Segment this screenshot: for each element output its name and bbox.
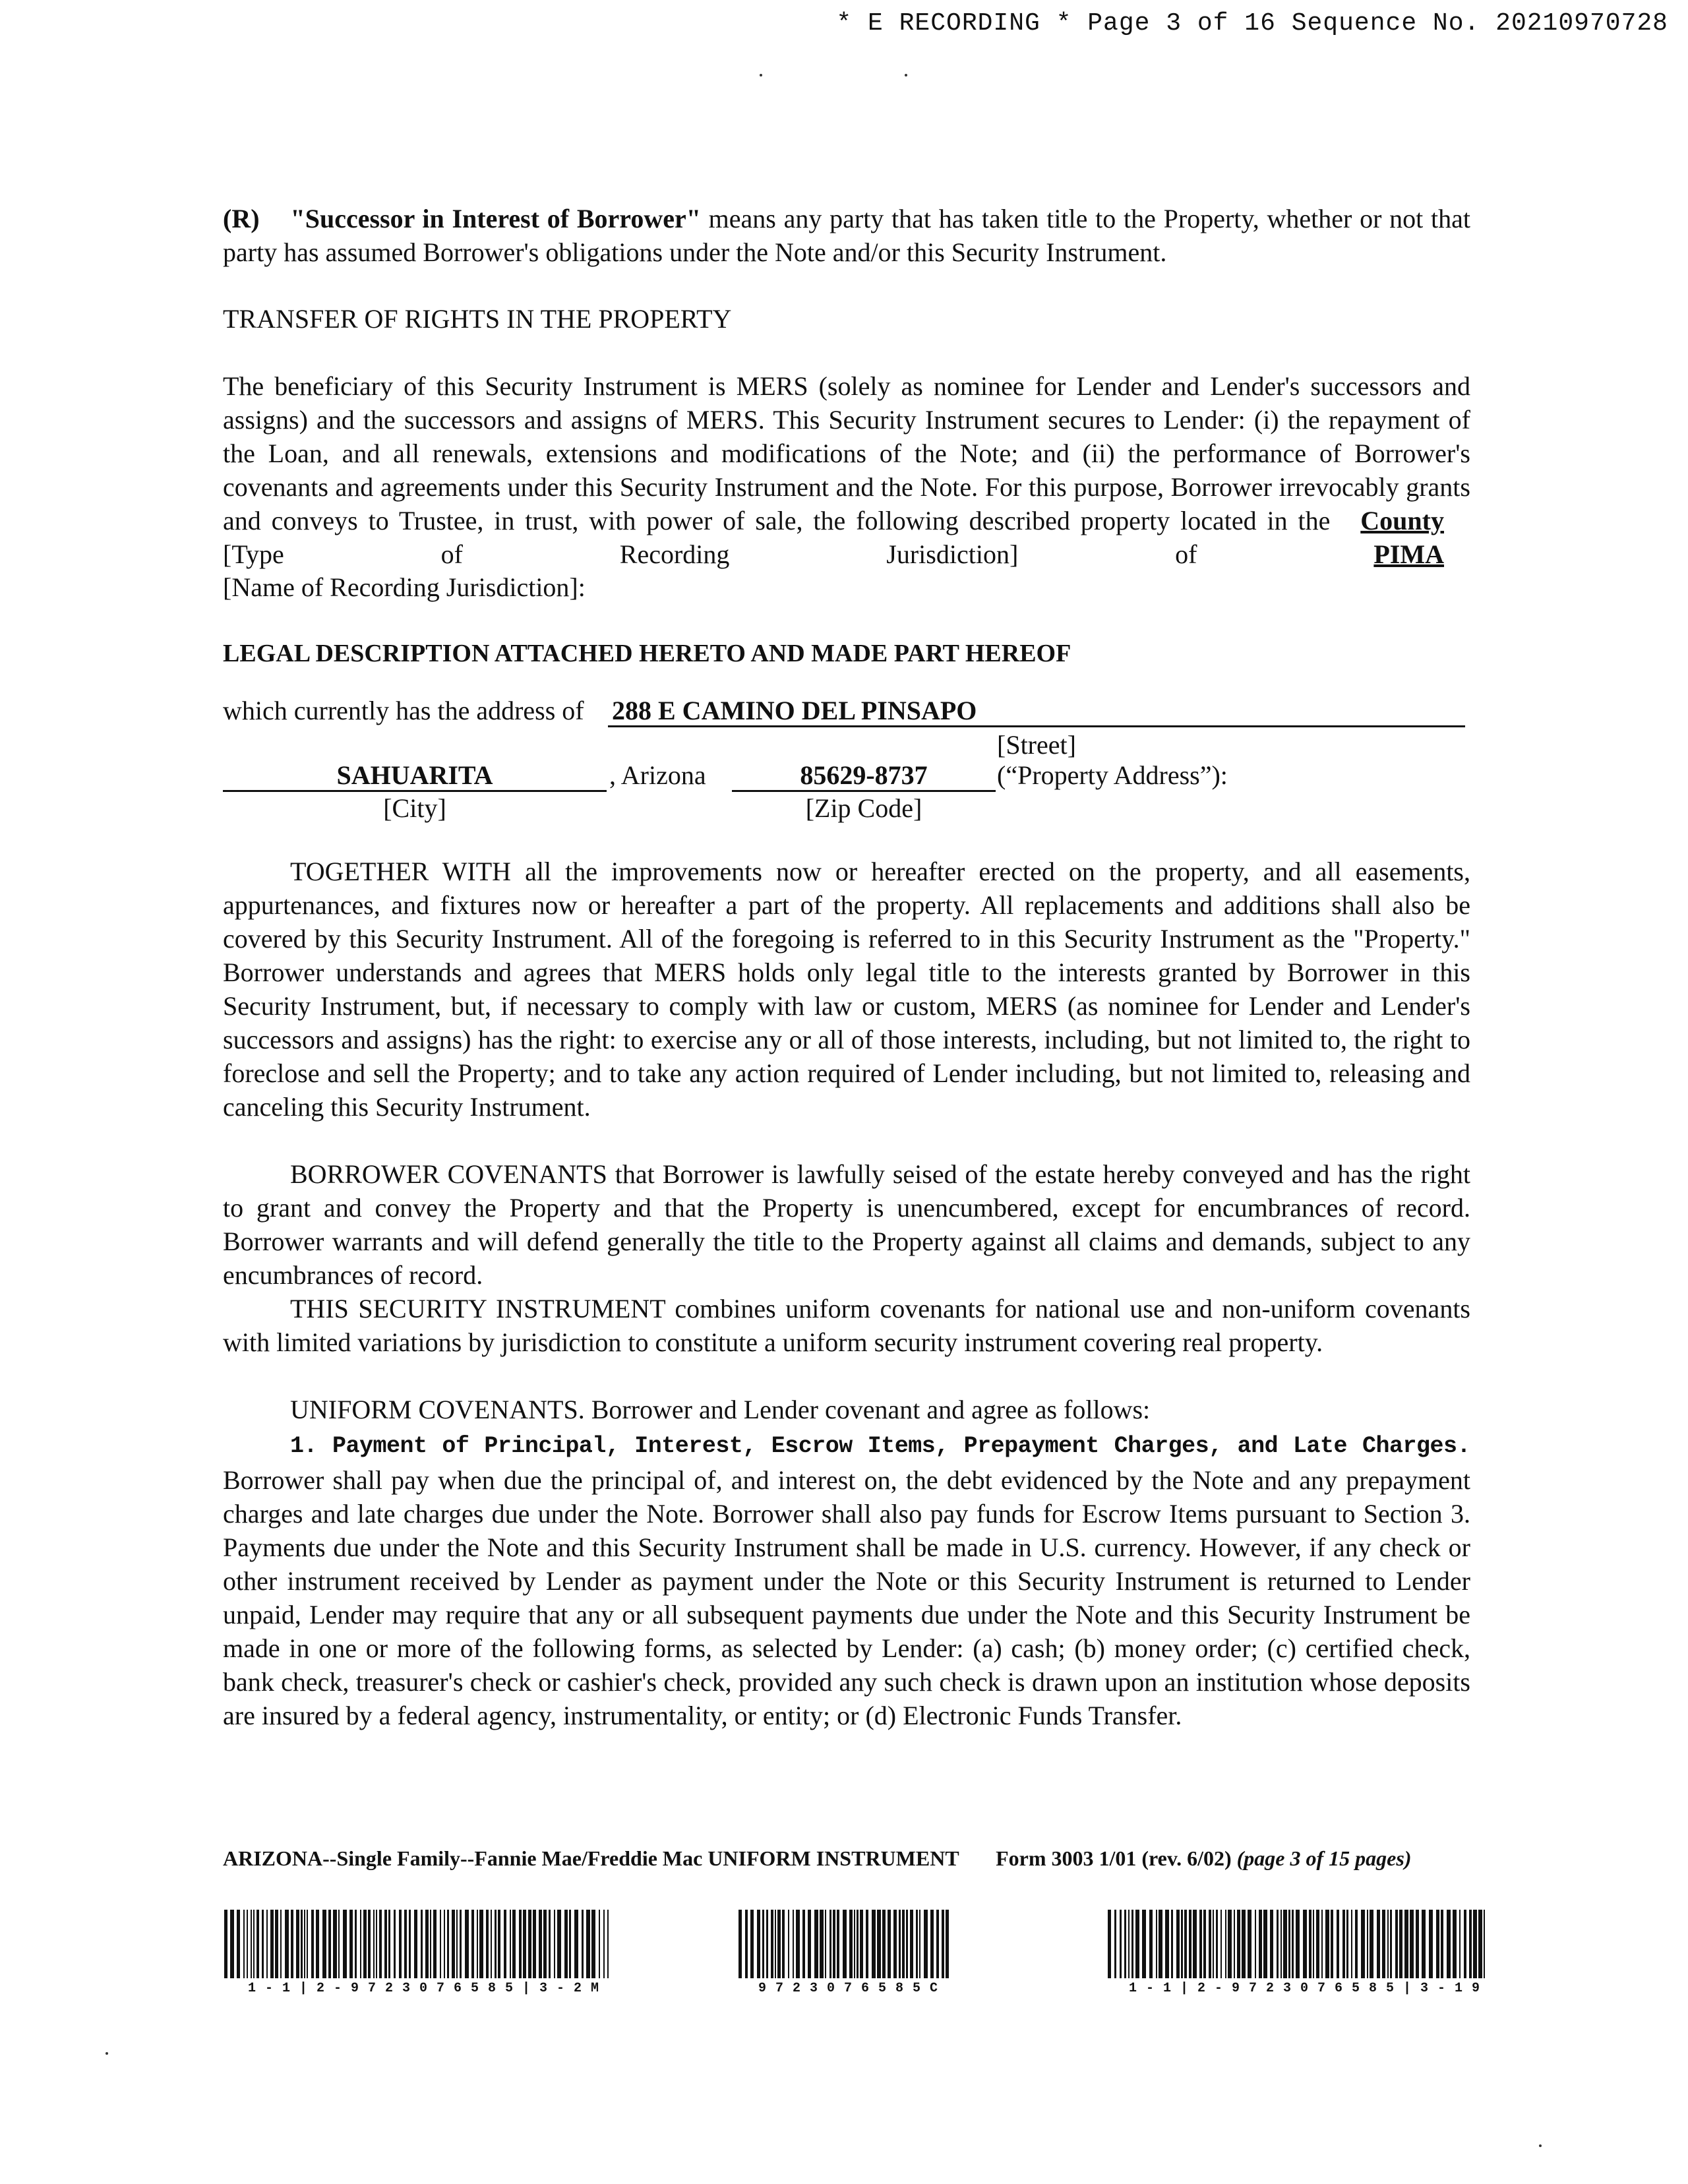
footer-page-count: (page 3 of 15 pages) bbox=[1236, 1846, 1412, 1870]
transfer-heading: TRANSFER OF RIGHTS IN THE PROPERTY bbox=[223, 304, 732, 334]
barcode-bar bbox=[1189, 1910, 1191, 1978]
zip-label: [Zip Code] bbox=[805, 793, 922, 823]
barcode-bar bbox=[1237, 1910, 1240, 1978]
barcode-bar bbox=[793, 1910, 794, 1978]
barcode-2-caption: 9723076585C bbox=[758, 1981, 948, 1996]
barcode-bar bbox=[296, 1910, 299, 1978]
barcode-bar bbox=[394, 1910, 396, 1978]
barcode-1 bbox=[223, 1910, 613, 1978]
barcode-bar bbox=[802, 1910, 805, 1978]
barcode-bar bbox=[528, 1910, 531, 1978]
barcode-bar bbox=[465, 1910, 469, 1978]
barcode-bar bbox=[843, 1910, 847, 1978]
barcode-bar bbox=[491, 1910, 492, 1978]
barcode-bar bbox=[557, 1910, 561, 1978]
barcode-bar bbox=[757, 1910, 760, 1978]
barcode-bar bbox=[440, 1910, 441, 1978]
barcode-bar bbox=[788, 1910, 789, 1978]
barcode-bar bbox=[808, 1910, 811, 1978]
barcode-bar bbox=[328, 1910, 331, 1978]
barcode-bar bbox=[1395, 1910, 1398, 1978]
barcode-bar bbox=[1277, 1910, 1279, 1978]
barcode-bar bbox=[833, 1910, 835, 1978]
barcode-bar bbox=[1156, 1910, 1157, 1978]
barcode-bar bbox=[1453, 1910, 1457, 1978]
barcode-bar bbox=[1209, 1910, 1211, 1978]
barcode-3 bbox=[1106, 1910, 1489, 1978]
barcode-bar bbox=[430, 1910, 431, 1978]
barcode-bar bbox=[1176, 1910, 1180, 1978]
jurisdiction-name: PIMA bbox=[1373, 539, 1445, 569]
definition-letter: (R) bbox=[223, 204, 260, 233]
together-with-paragraph: TOGETHER WITH all the improvements now or hereafter erected on the property, and all easements, appurtenances, and fixtures now or hereafter a part of the property. All replacements and additions shall also be covered by this Security Instrument. All of the foregoing is referred to in this Security Instrument as the "Property." Borrower understands and agrees that MERS holds only legal title to the interests granted by Borrower in this Security Instrument, but, if necessary to comply with law or custom, MERS (as nominee for Lender and Lender's successors and assigns) has the right: to exercise any or all of those interests, including, but not limited to, the right to foreclose and sell the Property; and to take any action required of Lender including, but not limited to, releasing and canceling this Security Instrument. bbox=[223, 857, 1470, 1122]
covenant-1-text: Borrower shall pay when due the principal of, and interest on, the debt evidenced by the Note and any prepayment charges and late charges due under the Note. Borrower shall also pay funds for Escrow Items pursuant to Section 3. Payments due under the Note and this Security Instrument shall be made in U.S. currency. However, if any check or other instrument received by Lender as payment under the Note or this Security Instrument is returned to Lender unpaid, Lender may require that any or all subsequent payments due under the Note and this Security Instrument be made in one or more of the following forms, as selected by Lender: (a) cash; (b) money order; (c) certified check, bank check, treasurer's check or cashier's check, provided any such check is drawn upon an institution whose deposits are insured by a federal agency, instrumentality, or entity; or (d) Electronic Funds Transfer. bbox=[223, 1465, 1470, 1730]
barcode-bar bbox=[1225, 1910, 1226, 1978]
barcode-bar bbox=[404, 1910, 407, 1978]
barcode-bar bbox=[1351, 1910, 1352, 1978]
covenant-1-heading: 1. Payment of Principal, Interest, Escrow Items, Prepayment Charges, and Late Charges. bbox=[290, 1433, 1470, 1459]
barcode-bar bbox=[1193, 1910, 1197, 1978]
barcode-bar bbox=[479, 1910, 483, 1978]
barcode-bar bbox=[1165, 1910, 1169, 1978]
barcode-bar bbox=[738, 1910, 742, 1978]
barcode-bar bbox=[1124, 1910, 1126, 1978]
barcode-bar bbox=[1441, 1910, 1443, 1978]
barcode-bar bbox=[224, 1910, 227, 1978]
jurisdiction-type-label: [Type of Recording Jurisdiction] of bbox=[223, 539, 1197, 569]
barcode-bar bbox=[1228, 1910, 1232, 1978]
barcode-bar bbox=[1288, 1910, 1290, 1978]
barcode-bar bbox=[230, 1910, 234, 1978]
barcode-bar bbox=[253, 1910, 255, 1978]
scan-speck bbox=[106, 2052, 108, 2055]
barcode-bar bbox=[333, 1910, 337, 1978]
barcode-bar bbox=[1346, 1910, 1348, 1978]
barcode-bar bbox=[745, 1910, 748, 1978]
barcode-bar bbox=[893, 1910, 897, 1978]
barcode-bar bbox=[782, 1910, 785, 1978]
barcode-bar bbox=[456, 1910, 458, 1978]
barcode-bar bbox=[460, 1910, 462, 1978]
barcode-bar bbox=[384, 1910, 387, 1978]
barcode-bar bbox=[1325, 1910, 1329, 1978]
barcode-bar bbox=[936, 1910, 939, 1978]
barcode-bar bbox=[1248, 1910, 1251, 1978]
barcode-bar bbox=[825, 1910, 826, 1978]
barcode-bar bbox=[930, 1910, 934, 1978]
barcode-bar bbox=[322, 1910, 326, 1978]
barcode-bar bbox=[533, 1910, 536, 1978]
barcode-bar bbox=[1242, 1910, 1246, 1978]
barcode-bar bbox=[1370, 1910, 1373, 1978]
barcode-bar bbox=[444, 1910, 445, 1978]
barcode-1-caption: 1-1|2-9723076585|3-2M bbox=[248, 1981, 609, 1996]
barcode-bar bbox=[854, 1910, 855, 1978]
barcode-bar bbox=[607, 1910, 609, 1978]
security-instrument-paragraph: THIS SECURITY INSTRUMENT combines uniform covenants for national use and non-uniform covenants with limited variations by jurisdiction to constitute a uniform security instrument covering real property. bbox=[223, 1294, 1470, 1357]
barcode-bar bbox=[291, 1910, 293, 1978]
form-footer bbox=[223, 1846, 1509, 1871]
barcode-bar bbox=[872, 1910, 876, 1978]
barcode-bar bbox=[1436, 1910, 1439, 1978]
barcode-bar bbox=[1473, 1910, 1477, 1978]
covenant-1-paragraph bbox=[223, 1426, 1470, 1732]
barcode-bar bbox=[266, 1910, 268, 1978]
barcode-bar bbox=[471, 1910, 474, 1978]
barcode-bar bbox=[1416, 1910, 1419, 1978]
barcode-bar bbox=[899, 1910, 901, 1978]
barcode-bar bbox=[946, 1910, 949, 1978]
barcode-bar bbox=[510, 1910, 511, 1978]
barcode-bar bbox=[888, 1910, 891, 1978]
barcode-bar bbox=[355, 1910, 357, 1978]
scan-speck bbox=[760, 74, 762, 76]
barcode-bar bbox=[906, 1910, 908, 1978]
barcode-bar bbox=[1259, 1910, 1262, 1978]
barcode-bar bbox=[1342, 1910, 1345, 1978]
city-label: [City] bbox=[383, 793, 446, 823]
barcode-bar bbox=[1199, 1910, 1202, 1978]
barcode-bar bbox=[388, 1910, 390, 1978]
barcode-bar bbox=[820, 1910, 824, 1978]
barcode-bar bbox=[275, 1910, 278, 1978]
barcode-bar bbox=[262, 1910, 264, 1978]
recording-header: * E RECORDING * Page 3 of 16 Sequence No. 20210970728 bbox=[836, 9, 1668, 38]
barcode-bar bbox=[554, 1910, 555, 1978]
barcode-bar bbox=[363, 1910, 367, 1978]
barcode-bar bbox=[1422, 1910, 1426, 1978]
barcode-bar bbox=[1478, 1910, 1482, 1978]
barcode-bar bbox=[1399, 1910, 1402, 1978]
barcode-bar bbox=[270, 1910, 274, 1978]
barcode-bar bbox=[447, 1910, 449, 1978]
barcode-bar bbox=[1131, 1910, 1133, 1978]
scan-speck bbox=[905, 74, 907, 76]
barcode-bar bbox=[368, 1910, 371, 1978]
barcode-bar bbox=[796, 1910, 800, 1978]
barcode-bar bbox=[1387, 1910, 1389, 1978]
barcode-bar bbox=[1429, 1910, 1433, 1978]
barcode-bar bbox=[766, 1910, 768, 1978]
property-address-label: (“Property Address”): bbox=[997, 760, 1228, 790]
barcode-bar bbox=[1361, 1910, 1365, 1978]
barcode-bar bbox=[1114, 1910, 1116, 1978]
barcode-bar bbox=[1213, 1910, 1214, 1978]
barcode-bar bbox=[1316, 1910, 1319, 1978]
barcode-bar bbox=[343, 1910, 347, 1978]
barcode-bar bbox=[1149, 1910, 1153, 1978]
barcode-bar bbox=[316, 1910, 319, 1978]
barcode-bar bbox=[409, 1910, 411, 1978]
barcode-bar bbox=[574, 1910, 578, 1978]
barcode-bar bbox=[1296, 1910, 1300, 1978]
barcode-bar bbox=[243, 1910, 245, 1978]
barcode-bar bbox=[379, 1910, 382, 1978]
barcode-bar bbox=[877, 1910, 881, 1978]
barcode-bar bbox=[1270, 1910, 1273, 1978]
barcode-bar bbox=[1263, 1910, 1267, 1978]
barcode-bar bbox=[762, 1910, 764, 1978]
barcode-bar bbox=[338, 1910, 340, 1978]
uniform-covenants-line: UNIFORM COVENANTS. Borrower and Lender covenant and agree as follows: bbox=[290, 1395, 1151, 1424]
barcode-bar bbox=[1234, 1910, 1235, 1978]
barcode-bar bbox=[1382, 1910, 1385, 1978]
zip-value: 85629-8737 bbox=[800, 760, 928, 790]
barcode-bar bbox=[549, 1910, 551, 1978]
barcode-bar bbox=[1404, 1910, 1408, 1978]
barcode-bar bbox=[1108, 1910, 1111, 1978]
jurisdiction-type: County bbox=[1360, 506, 1444, 535]
barcode-bar bbox=[247, 1910, 248, 1978]
barcode-bar bbox=[882, 1910, 886, 1978]
barcode-bar bbox=[311, 1910, 314, 1978]
barcode-2 bbox=[737, 1910, 955, 1978]
barcode-bar bbox=[1309, 1910, 1311, 1978]
barcode-bar bbox=[498, 1910, 500, 1978]
footer-form-number: Form 3003 1/01 (rev. 6/02) bbox=[996, 1846, 1232, 1870]
barcode-bar bbox=[1216, 1910, 1218, 1978]
barcode-bar bbox=[251, 1910, 252, 1978]
barcode-bar bbox=[477, 1910, 478, 1978]
barcode-bar bbox=[902, 1910, 905, 1978]
address-lead: which currently has the address of bbox=[223, 696, 584, 725]
barcode-bar bbox=[582, 1910, 584, 1978]
barcode-bar bbox=[750, 1910, 754, 1978]
barcode-bar bbox=[829, 1910, 831, 1978]
street-label: [Street] bbox=[997, 730, 1076, 760]
barcode-bar bbox=[1221, 1910, 1222, 1978]
barcode-bar bbox=[1281, 1910, 1282, 1978]
barcode-bar bbox=[486, 1910, 489, 1978]
barcode-bar bbox=[304, 1910, 305, 1978]
barcode-bar bbox=[1355, 1910, 1358, 1978]
barcode-bar bbox=[285, 1910, 289, 1978]
barcode-bar bbox=[1128, 1910, 1130, 1978]
barcode-bar bbox=[1313, 1910, 1314, 1978]
barcode-bar bbox=[1159, 1910, 1162, 1978]
barcode-bar bbox=[775, 1910, 776, 1978]
barcode-bar bbox=[1184, 1910, 1187, 1978]
barcode-bar bbox=[814, 1910, 818, 1978]
barcode-bar bbox=[1337, 1910, 1339, 1978]
barcode-bar bbox=[543, 1910, 547, 1978]
barcode-bar bbox=[360, 1910, 361, 1978]
barcode-bar bbox=[1255, 1910, 1256, 1978]
barcode-bar bbox=[1469, 1910, 1472, 1978]
borrower-covenants-paragraph: BORROWER COVENANTS that Borrower is lawfully seised of the estate hereby conveyed and has the right to grant and convey the Property and that the Property is unencumbered, except for encumbrances of record. Borrower warrants and will defend generally the title to the Property against all claims and demands, subject to any encumbrances of record. bbox=[223, 1159, 1470, 1290]
barcode-bar bbox=[1142, 1910, 1146, 1978]
barcode-bar bbox=[280, 1910, 282, 1978]
barcode-bar bbox=[414, 1910, 417, 1978]
barcode-bar bbox=[866, 1910, 868, 1978]
barcode-bar bbox=[1390, 1910, 1392, 1978]
barcode-bar bbox=[425, 1910, 429, 1978]
transfer-text: The beneficiary of this Security Instrument is MERS (solely as nominee for Lender and Lender's successors and assigns) and the successors and assigns of MERS. This Security Instrument secures to Lender: (i) the repayment of the Loan, and all renewals, extensions and modifications of the Note; and (ii) the performance of Borrower's covenants and agreements under this Security Instrument and the Note. For this purpose, Borrower irrevocably grants and conveys to Trustee, in trust, with power of sale, the following described property located in the bbox=[223, 371, 1470, 535]
barcode-bar bbox=[1283, 1910, 1287, 1978]
barcode-bar bbox=[777, 1910, 781, 1978]
barcode-bar bbox=[349, 1910, 353, 1978]
barcode-bar bbox=[1367, 1910, 1368, 1978]
barcode-bar bbox=[399, 1910, 402, 1978]
barcode-bar bbox=[1120, 1910, 1122, 1978]
city-line bbox=[223, 790, 607, 792]
barcode-bar bbox=[837, 1910, 839, 1978]
barcode-bar bbox=[519, 1910, 522, 1978]
barcode-bar bbox=[1181, 1910, 1183, 1978]
barcode-bar bbox=[942, 1910, 944, 1978]
barcode-bar bbox=[1484, 1910, 1485, 1978]
barcode-bar bbox=[564, 1910, 568, 1978]
definition-text: means any party that has taken title to the Property, whether or not that party has assumed Borrower's obligations under the Note and/or this Security Instrument. bbox=[223, 204, 1471, 267]
barcode-bar bbox=[1135, 1910, 1139, 1978]
barcode-3-caption: 1-1|2-9723076585|3-19 bbox=[1129, 1981, 1490, 1996]
barcode-bar bbox=[1447, 1910, 1451, 1978]
barcode-bar bbox=[910, 1910, 913, 1978]
barcode-bar bbox=[603, 1910, 605, 1978]
barcode-bar bbox=[504, 1910, 506, 1978]
barcode-bar bbox=[1303, 1910, 1307, 1978]
barcode-bar bbox=[495, 1910, 497, 1978]
definition-successor-in-interest bbox=[223, 202, 1470, 269]
barcode-bar bbox=[586, 1910, 590, 1978]
barcode-bar bbox=[373, 1910, 375, 1978]
barcode-bar bbox=[919, 1910, 920, 1978]
barcode-bar bbox=[849, 1910, 853, 1978]
barcode-bar bbox=[539, 1910, 542, 1978]
barcode-bar bbox=[1203, 1910, 1206, 1978]
barcode-bar bbox=[237, 1910, 240, 1978]
barcode-bar bbox=[599, 1910, 600, 1978]
barcode-bar bbox=[1331, 1910, 1333, 1978]
barcode-bar bbox=[1321, 1910, 1323, 1978]
transfer-paragraph bbox=[223, 369, 1470, 571]
barcode-bar bbox=[1171, 1910, 1173, 1978]
barcode-bar bbox=[433, 1910, 437, 1978]
barcode-bar bbox=[924, 1910, 928, 1978]
barcode-bar bbox=[307, 1910, 308, 1978]
barcode-bar bbox=[569, 1910, 571, 1978]
barcode-bar bbox=[523, 1910, 526, 1978]
footer-instrument-name: ARIZONA--Single Family--Fannie Mae/Freddie Mac UNIFORM INSTRUMENT bbox=[223, 1846, 959, 1870]
barcode-bar bbox=[1464, 1910, 1466, 1978]
barcode-bar bbox=[857, 1910, 859, 1978]
barcode-bar bbox=[421, 1910, 423, 1978]
barcode-bar bbox=[771, 1910, 773, 1978]
scan-speck bbox=[1539, 2144, 1542, 2147]
barcode-bar bbox=[512, 1910, 516, 1978]
barcode-bar bbox=[860, 1910, 863, 1978]
definition-term: "Successor in Interest of Borrower" bbox=[290, 204, 701, 233]
barcode-bar bbox=[916, 1910, 918, 1978]
street-value: 288 E CAMINO DEL PINSAPO bbox=[612, 696, 977, 725]
barcode-bar bbox=[1410, 1910, 1414, 1978]
barcode-bar bbox=[452, 1910, 455, 1978]
legal-description-heading: LEGAL DESCRIPTION ATTACHED HERETO AND MADE PART HEREOF bbox=[223, 640, 1071, 667]
barcode-bar bbox=[1377, 1910, 1380, 1978]
barcode-bar bbox=[1292, 1910, 1294, 1978]
barcode-bar bbox=[256, 1910, 259, 1978]
barcode-bar bbox=[301, 1910, 303, 1978]
state-value: , Arizona bbox=[609, 760, 706, 790]
jurisdiction-name-label: [Name of Recording Jurisdiction]: bbox=[223, 572, 586, 602]
barcode-bar bbox=[591, 1910, 595, 1978]
street-line bbox=[608, 725, 1465, 727]
barcode-bar bbox=[376, 1910, 377, 1978]
zip-line bbox=[732, 790, 996, 792]
city-value: SAHUARITA bbox=[336, 760, 493, 790]
barcode-bar bbox=[1459, 1910, 1461, 1978]
